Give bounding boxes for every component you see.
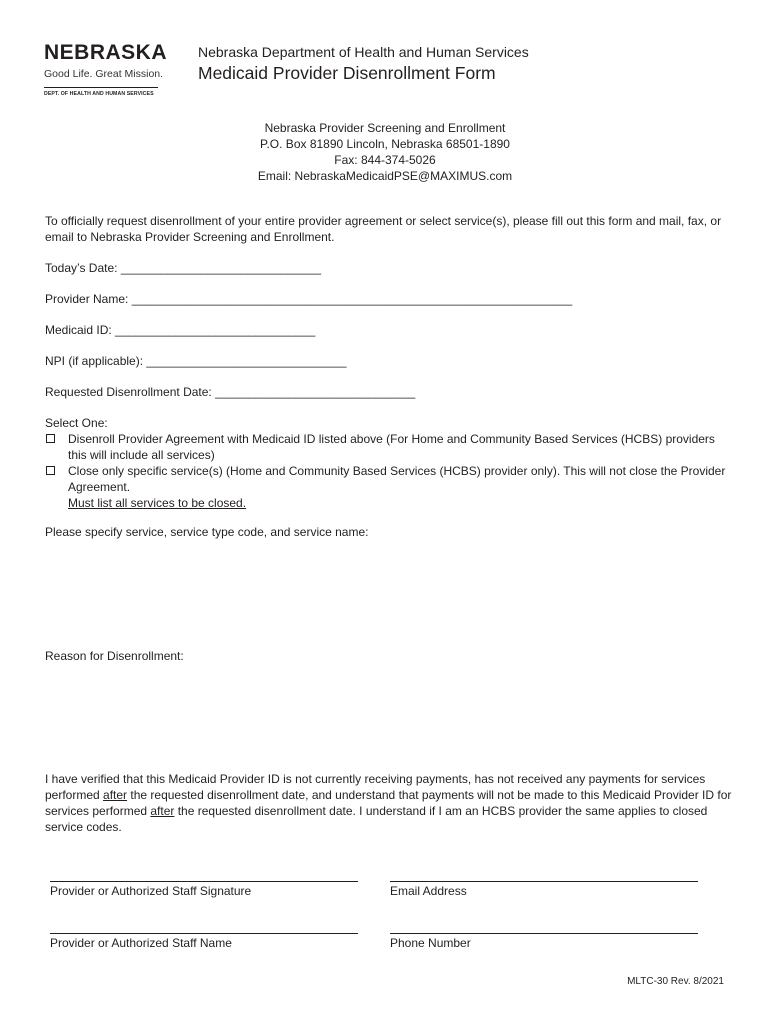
requested-date-field[interactable]: [45, 385, 415, 399]
signature-label: Provider or Authorized Staff Signature: [50, 884, 252, 898]
medicaid-id-line[interactable]: ______________________________: [115, 323, 316, 337]
provider-name-field[interactable]: [45, 292, 572, 306]
attestation-after-1: after: [103, 788, 128, 802]
requested-date-label: Requested Disenrollment Date:: [45, 385, 216, 399]
todays-date-label: Today’s Date:: [45, 261, 121, 275]
npi-line[interactable]: ______________________________: [146, 354, 347, 368]
todays-date-field[interactable]: [45, 261, 321, 275]
logo-divider: [44, 87, 158, 88]
attestation-part-2: the requested disenrollment date, and understand that payments will not be made to this Medicaid Provider ID for services performed: [45, 788, 732, 818]
email-line[interactable]: [390, 881, 698, 882]
checkbox-close-services[interactable]: [46, 466, 55, 475]
npi-label: NPI (if applicable):: [45, 354, 147, 368]
attestation-paragraph: [45, 771, 735, 835]
phone-line[interactable]: [390, 933, 698, 934]
provider-name-line[interactable]: __________________________________________________________________: [131, 292, 573, 306]
service-entry-area[interactable]: [45, 545, 735, 635]
option-disenroll-agreement[interactable]: [45, 431, 735, 463]
logo-dept-text: DEPT. OF HEALTH AND HUMAN SERVICES: [44, 91, 154, 97]
attestation-after-2: after: [150, 804, 175, 818]
form-revision-footer: MLTC-30 Rev. 8/2021: [627, 976, 724, 987]
select-one-heading: Select One:: [45, 416, 108, 430]
option-close-services[interactable]: [45, 463, 735, 511]
npi-field[interactable]: [45, 354, 347, 368]
option-disenroll-agreement-label: Disenroll Provider Agreement with Medicaid ID listed above (For Home and Community Based Services (HCBS) providers this will include all services): [68, 432, 715, 462]
form-title: Medicaid Provider Disenrollment Form: [198, 63, 496, 83]
nebraska-dhhs-logo: [44, 41, 168, 97]
address-line-2: P.O. Box 81890 Lincoln, Nebraska 68501-1890: [260, 137, 510, 151]
checkbox-disenroll-agreement[interactable]: [46, 434, 55, 443]
logo-tagline: Good Life. Great Mission.: [44, 68, 164, 80]
signature-line[interactable]: [50, 881, 358, 882]
phone-label: Phone Number: [390, 936, 471, 950]
email-label: Email Address: [390, 884, 467, 898]
service-prompt: Please specify service, service type code, and service name:: [45, 525, 369, 539]
attestation-part-3: the requested disenrollment date. I understand if I am an HCBS provider the same applies to closed service codes.: [45, 804, 708, 834]
reason-entry-area[interactable]: [45, 669, 735, 759]
reason-prompt: Reason for Disenrollment:: [45, 649, 184, 663]
address-line-3: Fax: 844-374-5026: [334, 153, 436, 167]
select-one-block: [45, 415, 735, 511]
address-line-1: Nebraska Provider Screening and Enrollment: [264, 121, 506, 135]
address-block: [0, 120, 770, 184]
option-close-services-label: Close only specific service(s) (Home and Community Based Services (HCBS) provider only). This will not close the Provider Agreement.: [68, 464, 726, 494]
address-line-4: Email: NebraskaMedicaidPSE@MAXIMUS.com: [257, 169, 513, 183]
logo-wordmark: NEBRASKA: [44, 41, 168, 64]
staff-name-label: Provider or Authorized Staff Name: [50, 936, 232, 950]
intro-paragraph: To officially request disenrollment of your entire provider agreement or select service(s), please fill out this form and mail, fax, or email to Nebraska Provider Screening and Enrollment.: [45, 214, 722, 244]
todays-date-line[interactable]: ______________________________: [120, 261, 322, 275]
medicaid-id-label: Medicaid ID:: [45, 323, 116, 337]
medicaid-id-field[interactable]: [45, 323, 315, 337]
attestation-part-1: I have verified that this Medicaid Provider ID is not currently receiving payments, has not received any payments for services performed: [45, 772, 706, 802]
option-close-services-note: Must list all services to be closed.: [68, 496, 247, 510]
staff-name-line[interactable]: [50, 933, 358, 934]
requested-date-line[interactable]: ______________________________: [215, 385, 416, 399]
provider-name-label: Provider Name:: [45, 292, 132, 306]
department-title: Nebraska Department of Health and Human Services: [198, 44, 529, 60]
